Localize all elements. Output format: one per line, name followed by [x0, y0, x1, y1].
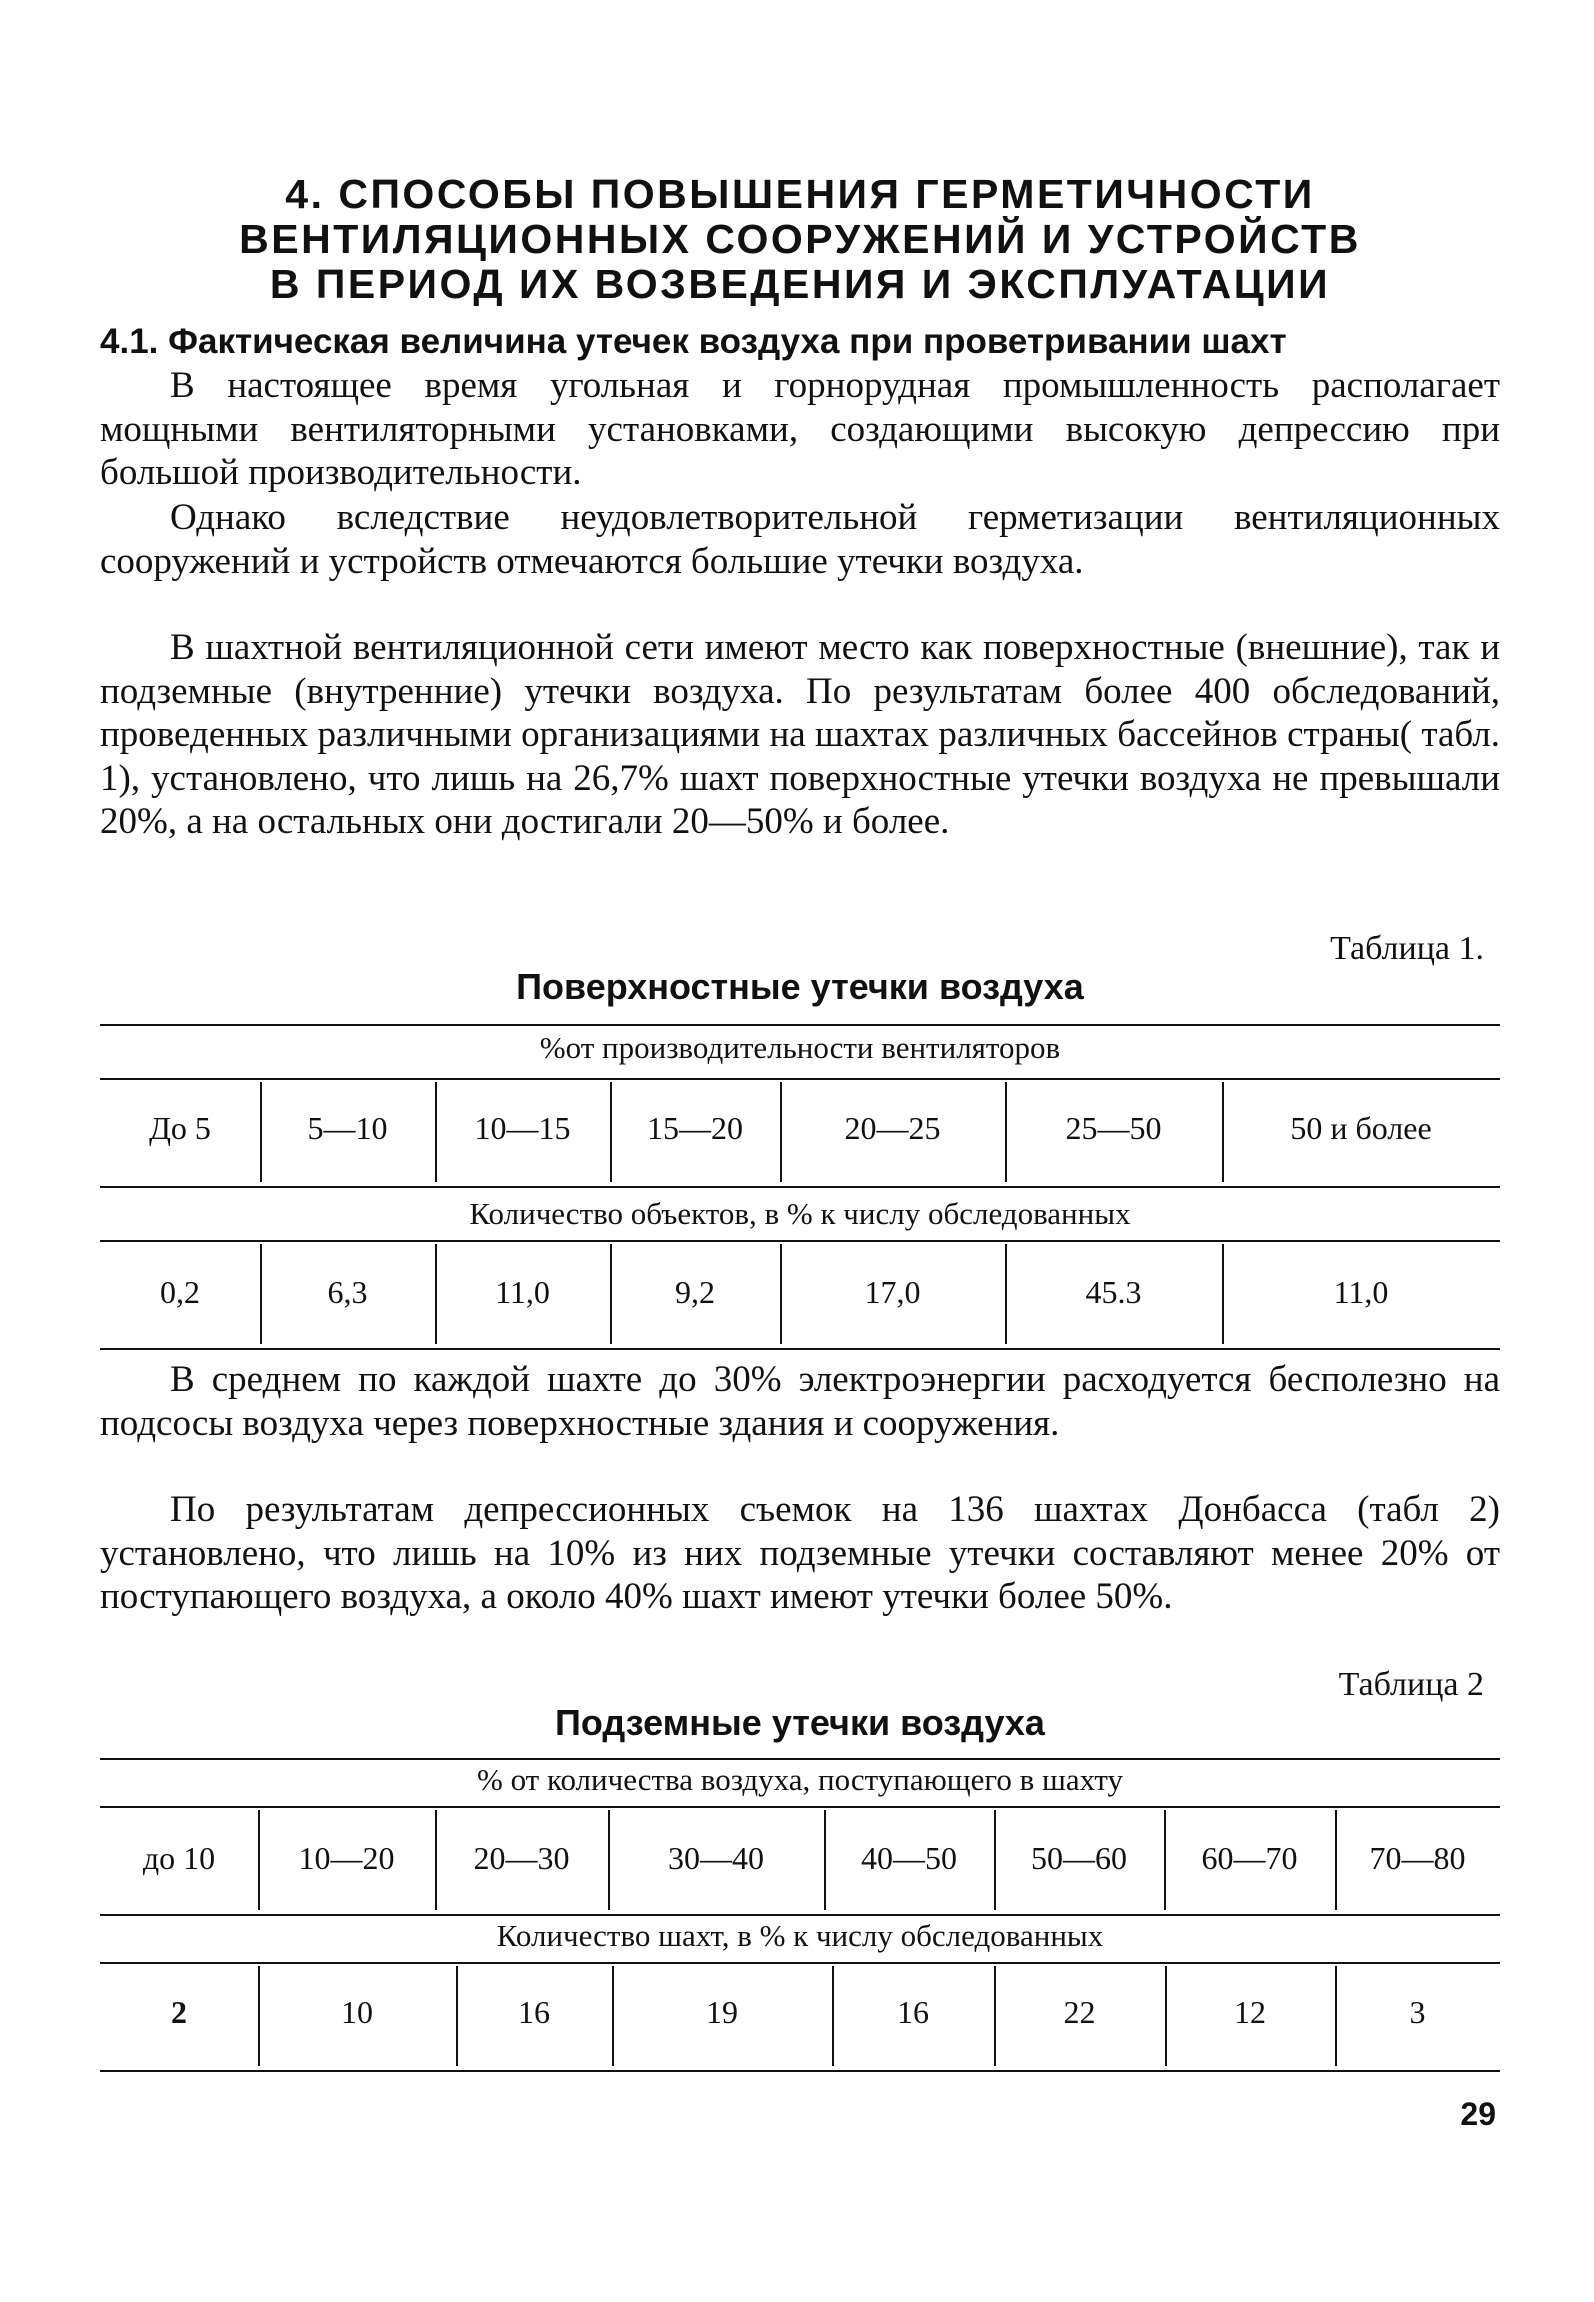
table2-value-rule [100, 1962, 1500, 1964]
table1-value-cell: 17,0 [864, 1274, 921, 1310]
section-heading-line-1: 4. СПОСОБЫ ПОВЫШЕНИЯ ГЕРМЕТИЧНОСТИ [285, 171, 1315, 217]
table2-header-cell: 10—20 [298, 1840, 395, 1876]
table2-header-group: % от количества воздуха, поступающего в шахту [477, 1762, 1123, 1797]
section-heading-line-3: В ПЕРИОД ИХ ВОЗВЕДЕНИЯ И ЭКСПЛУАТАЦИИ [269, 261, 1331, 307]
table1-header-cell: 20—25 [844, 1110, 941, 1146]
paragraph-2: Однако вследствие неудовлетворительной герметизации вентиляционных сооружений и устройств отмечаются большие утечки воздуха. [100, 497, 1500, 582]
table2-value-group: Количество шахт, в % к числу обследованных [496, 1918, 1104, 1953]
table2-value-cell: 10 [341, 1994, 373, 2030]
table1-value-rule [100, 1240, 1500, 1242]
table1-header-rule [100, 1078, 1500, 1080]
table2-title: Подземные утечки воздуха [555, 1702, 1045, 1743]
table2-header-cell: 70—80 [1369, 1840, 1466, 1876]
table2-value-cell: 12 [1234, 1994, 1266, 2030]
table1-header-group: %от производительности вентиляторов [539, 1030, 1061, 1065]
table1-value-cell: 9,2 [675, 1274, 715, 1310]
table2-bottom-rule [100, 2070, 1500, 2072]
paragraph-3: В шахтной вентиляционной сети имеют место как поверхностные (внешние), так и подземные (внутренние) утечки воздуха. По результатам более 400 обследований, проведенных различными организациями на шахтах различных бассейнов страны( табл. 1), установлено, что лишь на 26,7% шахт поверхностные утечки воздуха не превышали 20%, а на остальных они достигали 20—50% и более. [100, 627, 1500, 842]
table1-header-cell: 25—50 [1065, 1110, 1162, 1146]
table2-header-cell: 60—70 [1201, 1840, 1298, 1876]
table2-header-cell: 40—50 [861, 1840, 957, 1876]
table2-value-cell: 3 [1409, 1994, 1426, 2030]
table2-value-cell: 22 [1063, 1994, 1096, 2030]
table1-value-cell: 6,3 [327, 1274, 368, 1310]
section-heading-line-2: ВЕНТИЛЯЦИОННЫХ СООРУЖЕНИЙ И УСТРОЙСТВ [239, 216, 1361, 262]
table2-header-cell: 50—60 [1031, 1840, 1127, 1876]
table2-value-cell: 2 [171, 1994, 187, 2030]
table1-value-cell: 45.3 [1085, 1274, 1142, 1310]
subsection-heading: 4.1. Фактическая величина утечек воздуха при проветривании шахт [100, 322, 1287, 361]
table1-mid-rule [100, 1186, 1500, 1188]
table2-header-cell: до 10 [142, 1840, 216, 1876]
table2-caption: Таблица 2 [1338, 1666, 1484, 1703]
table1-header-cell: До 5 [149, 1110, 211, 1146]
table2-header-cell: 30—40 [668, 1840, 764, 1876]
section-heading [120, 172, 1480, 307]
table1-value-cell: 11,0 [1333, 1274, 1389, 1310]
table2-mid-rule [100, 1914, 1500, 1916]
table2-value-cell: 16 [518, 1994, 550, 2030]
table2-value-cell: 19 [706, 1994, 738, 2030]
paragraph-1: В настоящее время угольная и горнорудная промышленность располагает мощными вентиляторными установками, создающими высокую депрессию при большой производительности. [100, 365, 1500, 493]
page-number: 29 [1460, 2096, 1496, 2132]
table1-top-rule [100, 1024, 1500, 1026]
table1-header-cell: 5—10 [307, 1110, 388, 1146]
table1-value-cell: 11,0 [495, 1274, 550, 1310]
table1-header-cell: 10—15 [474, 1110, 571, 1146]
table1-value-cell: 0,2 [160, 1274, 200, 1310]
table2-top-rule [100, 1758, 1500, 1760]
table1-caption: Таблица 1. [1330, 930, 1484, 967]
table2-header-cell: 20—30 [473, 1840, 570, 1876]
paragraph-4: В среднем по каждой шахте до 30% электроэнергии расходуется бесполезно на подсосы воздуха через поверхностные здания и сооружения. [100, 1359, 1500, 1444]
table2-value-cell: 16 [897, 1994, 929, 2030]
table1-bottom-rule [100, 1348, 1500, 1350]
table1-header-cell: 50 и более [1290, 1110, 1432, 1146]
table1-value-group: Количество объектов, в % к числу обследованных [469, 1196, 1131, 1231]
paragraph-5: По результатам депрессионных съемок на 136 шахтах Донбасса (табл 2) установлено, что лишь на 10% из них подземные утечки составляют менее 20% от поступающего воздуха, а около 40% шахт имеют утечки более 50%. [100, 1489, 1500, 1617]
table1-header-cell: 15—20 [647, 1110, 743, 1146]
table1-title: Поверхностные утечки воздуха [516, 966, 1084, 1007]
table2-header-rule [100, 1806, 1500, 1808]
